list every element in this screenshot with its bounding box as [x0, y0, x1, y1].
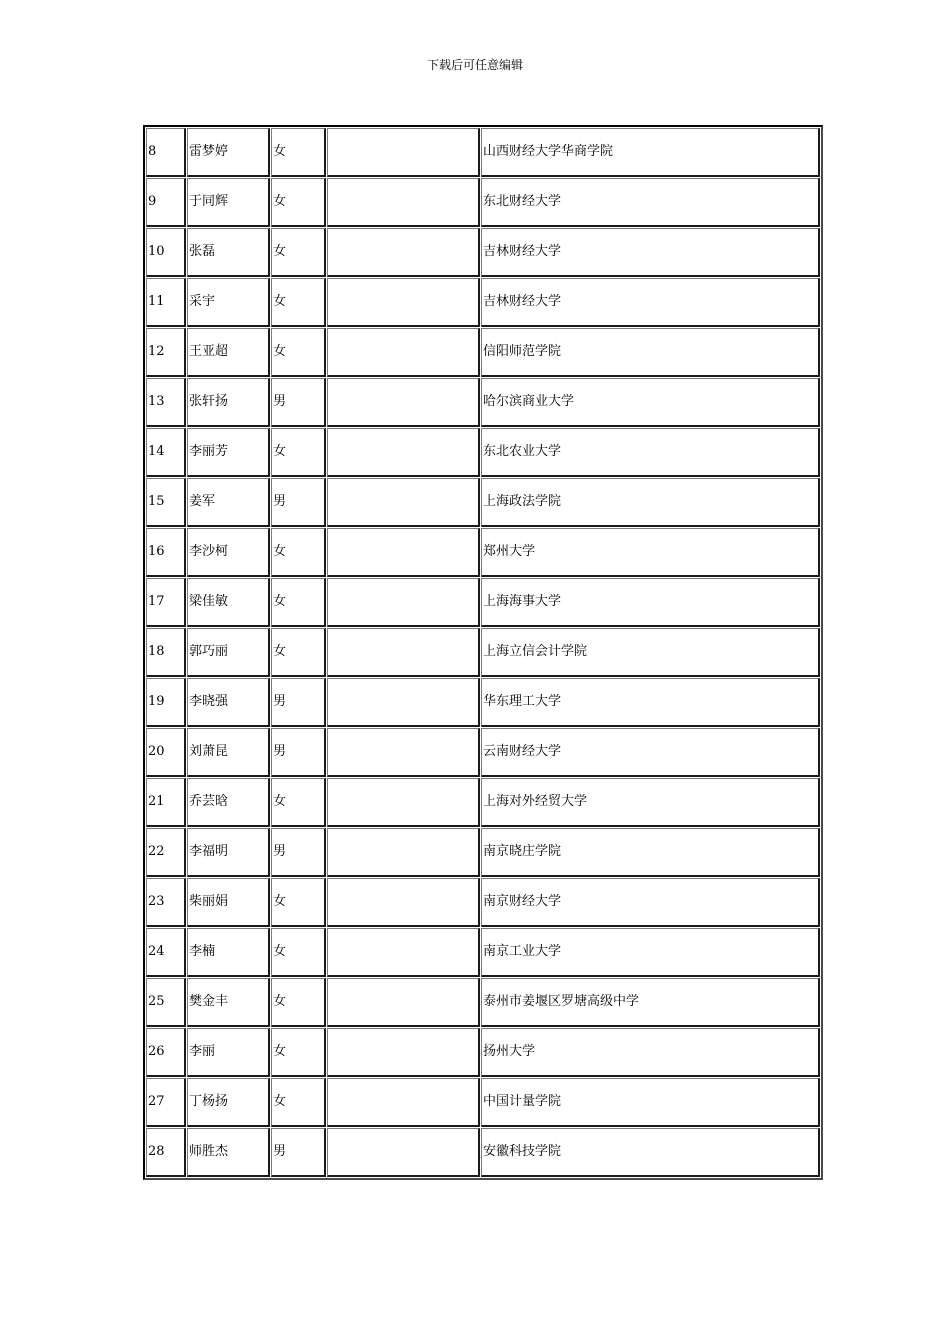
cell-gender: 男 — [271, 828, 326, 877]
cell-gender: 女 — [271, 228, 326, 277]
cell-gender: 男 — [271, 1128, 326, 1177]
table-row — [146, 728, 820, 777]
table-row — [146, 578, 820, 627]
cell-school: 东北农业大学 — [481, 428, 820, 477]
cell-number: 11 — [146, 278, 186, 327]
table-row — [146, 778, 820, 827]
table-row — [146, 1078, 820, 1127]
cell-name: 李丽 — [187, 1028, 270, 1077]
cell-name: 梁佳敏 — [187, 578, 270, 627]
cell-blank — [327, 778, 480, 827]
cell-school: 吉林财经大学 — [481, 228, 820, 277]
cell-blank — [327, 128, 480, 177]
cell-number: 26 — [146, 1028, 186, 1077]
cell-name: 张轩扬 — [187, 378, 270, 427]
cell-blank — [327, 478, 480, 527]
table-row — [146, 978, 820, 1027]
cell-school: 东北财经大学 — [481, 178, 820, 227]
table-row — [146, 1028, 820, 1077]
cell-gender: 女 — [271, 1028, 326, 1077]
roster-table — [143, 125, 823, 1180]
cell-name: 郭巧丽 — [187, 628, 270, 677]
roster-body — [146, 128, 820, 1177]
cell-school: 上海立信会计学院 — [481, 628, 820, 677]
cell-gender: 女 — [271, 878, 326, 927]
cell-blank — [327, 1028, 480, 1077]
table-row — [146, 878, 820, 927]
cell-school: 扬州大学 — [481, 1028, 820, 1077]
cell-blank — [327, 728, 480, 777]
cell-number: 13 — [146, 378, 186, 427]
cell-gender: 女 — [271, 928, 326, 977]
cell-gender: 女 — [271, 528, 326, 577]
cell-school: 华东理工大学 — [481, 678, 820, 727]
cell-name: 樊金丰 — [187, 978, 270, 1027]
table-row — [146, 628, 820, 677]
cell-gender: 女 — [271, 628, 326, 677]
cell-number: 28 — [146, 1128, 186, 1177]
cell-name: 乔芸晗 — [187, 778, 270, 827]
cell-blank — [327, 328, 480, 377]
table-row — [146, 328, 820, 377]
cell-school: 南京晓庄学院 — [481, 828, 820, 877]
cell-blank — [327, 828, 480, 877]
cell-school: 哈尔滨商业大学 — [481, 378, 820, 427]
cell-number: 24 — [146, 928, 186, 977]
cell-blank — [327, 528, 480, 577]
cell-blank — [327, 228, 480, 277]
cell-gender: 女 — [271, 578, 326, 627]
cell-name: 李丽芳 — [187, 428, 270, 477]
cell-school: 上海对外经贸大学 — [481, 778, 820, 827]
table-row — [146, 528, 820, 577]
table-row — [146, 1128, 820, 1177]
cell-school: 云南财经大学 — [481, 728, 820, 777]
cell-name: 李沙柯 — [187, 528, 270, 577]
cell-school: 中国计量学院 — [481, 1078, 820, 1127]
cell-blank — [327, 378, 480, 427]
cell-gender: 女 — [271, 328, 326, 377]
table-row — [146, 378, 820, 427]
cell-blank — [327, 928, 480, 977]
cell-school: 南京财经大学 — [481, 878, 820, 927]
cell-gender: 女 — [271, 178, 326, 227]
table-row — [146, 478, 820, 527]
cell-school: 吉林财经大学 — [481, 278, 820, 327]
cell-blank — [327, 178, 480, 227]
table-row — [146, 278, 820, 327]
table-row — [146, 928, 820, 977]
cell-name: 张磊 — [187, 228, 270, 277]
cell-name: 刘萧昆 — [187, 728, 270, 777]
cell-number: 21 — [146, 778, 186, 827]
cell-name: 柴丽娟 — [187, 878, 270, 927]
cell-number: 16 — [146, 528, 186, 577]
cell-blank — [327, 678, 480, 727]
cell-school: 上海政法学院 — [481, 478, 820, 527]
cell-number: 22 — [146, 828, 186, 877]
cell-gender: 女 — [271, 778, 326, 827]
cell-number: 19 — [146, 678, 186, 727]
cell-blank — [327, 1128, 480, 1177]
table-row — [146, 128, 820, 177]
cell-name: 李福明 — [187, 828, 270, 877]
cell-name: 姜军 — [187, 478, 270, 527]
cell-number: 8 — [146, 128, 186, 177]
cell-number: 20 — [146, 728, 186, 777]
cell-name: 采宇 — [187, 278, 270, 327]
table-row — [146, 228, 820, 277]
cell-number: 14 — [146, 428, 186, 477]
cell-school: 安徽科技学院 — [481, 1128, 820, 1177]
table-row — [146, 828, 820, 877]
cell-gender: 男 — [271, 728, 326, 777]
cell-number: 15 — [146, 478, 186, 527]
cell-gender: 男 — [271, 378, 326, 427]
cell-gender: 男 — [271, 478, 326, 527]
cell-school: 南京工业大学 — [481, 928, 820, 977]
cell-blank — [327, 578, 480, 627]
cell-name: 雷梦婷 — [187, 128, 270, 177]
cell-number: 9 — [146, 178, 186, 227]
cell-name: 王亚超 — [187, 328, 270, 377]
table-row — [146, 428, 820, 477]
cell-blank — [327, 878, 480, 927]
table-row — [146, 178, 820, 227]
cell-number: 27 — [146, 1078, 186, 1127]
cell-blank — [327, 428, 480, 477]
cell-name: 李晓强 — [187, 678, 270, 727]
cell-gender: 男 — [271, 678, 326, 727]
page-header: 下载后可任意编辑 — [426, 58, 523, 72]
cell-gender: 女 — [271, 278, 326, 327]
cell-name: 李楠 — [187, 928, 270, 977]
cell-number: 10 — [146, 228, 186, 277]
cell-school: 上海海事大学 — [481, 578, 820, 627]
cell-blank — [327, 1078, 480, 1127]
cell-number: 25 — [146, 978, 186, 1027]
table-row — [146, 678, 820, 727]
cell-school: 信阳师范学院 — [481, 328, 820, 377]
cell-gender: 女 — [271, 1078, 326, 1127]
cell-name: 丁杨扬 — [187, 1078, 270, 1127]
cell-gender: 女 — [271, 428, 326, 477]
cell-number: 12 — [146, 328, 186, 377]
cell-name: 于同辉 — [187, 178, 270, 227]
cell-number: 17 — [146, 578, 186, 627]
cell-blank — [327, 278, 480, 327]
cell-blank — [327, 978, 480, 1027]
cell-blank — [327, 628, 480, 677]
cell-school: 山西财经大学华商学院 — [481, 128, 820, 177]
cell-gender: 女 — [271, 978, 326, 1027]
cell-school: 泰州市姜堰区罗塘高级中学 — [481, 978, 820, 1027]
cell-number: 18 — [146, 628, 186, 677]
cell-gender: 女 — [271, 128, 326, 177]
cell-school: 郑州大学 — [481, 528, 820, 577]
cell-name: 师胜杰 — [187, 1128, 270, 1177]
cell-number: 23 — [146, 878, 186, 927]
